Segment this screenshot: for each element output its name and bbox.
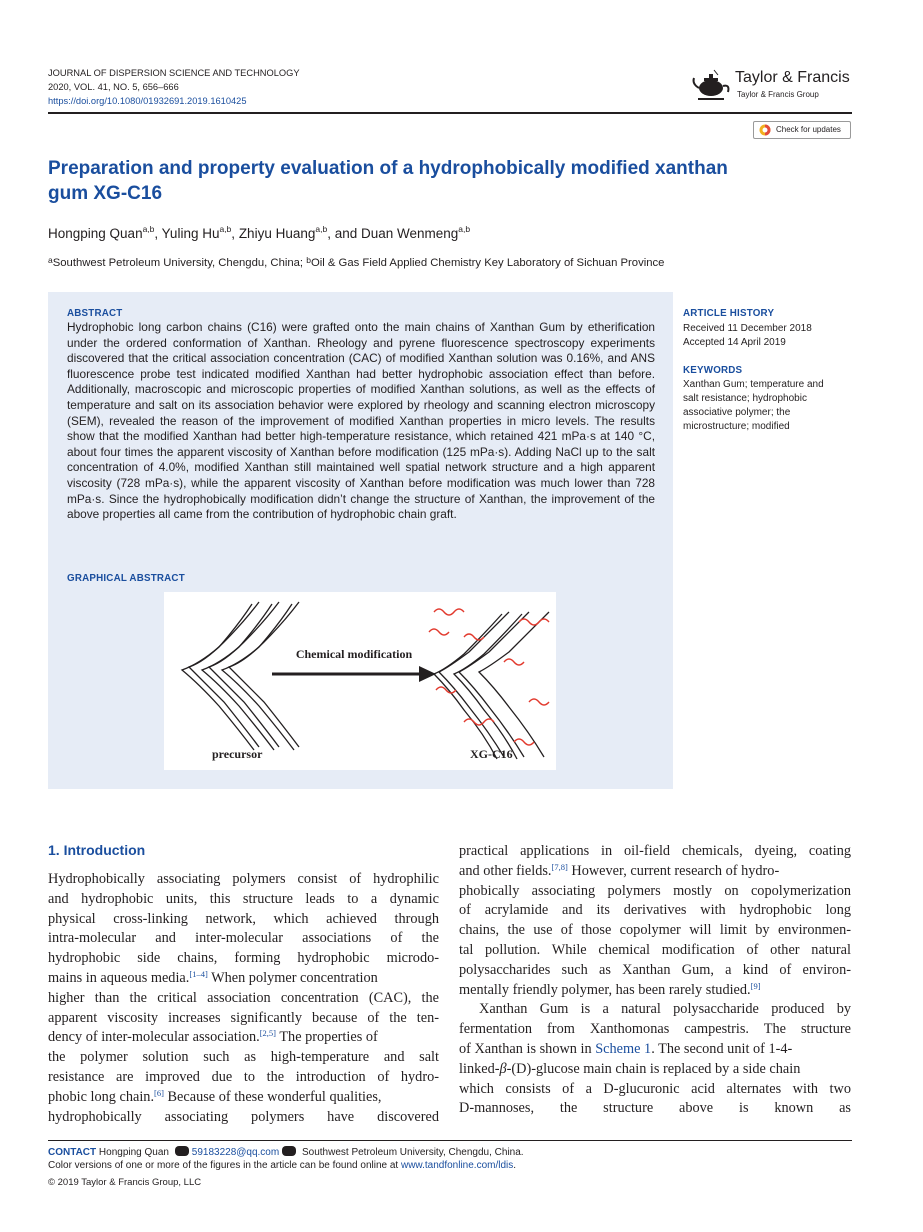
text-line: higher than the critical association concentration (CAC), the <box>48 989 439 1006</box>
text-line: chains, the use of those copolymer will limit by environmen- <box>459 922 851 939</box>
text-line: Hydrophobically associating polymers consist of hydrophilic <box>48 871 439 887</box>
text-line: hydrophobic side chains, forming hydrophobic microdo- <box>48 950 439 967</box>
doi-link[interactable]: https://doi.org/10.1080/01932691.2019.1610425 <box>48 96 247 106</box>
author-name[interactable]: Duan Wenmeng <box>360 226 459 241</box>
title-line-1: Preparation and property evaluation of a hydrophobically modified xanthan <box>48 158 728 179</box>
graphical-abstract-drawing <box>164 592 556 770</box>
footer-rule <box>48 1140 852 1141</box>
text-line: practical applications in oil-field chemicals, dyeing, coating <box>459 843 851 859</box>
author-affil-sup: a,b <box>458 224 471 234</box>
author-affil-sup: a,b <box>219 224 232 234</box>
text-span: mains in aqueous media. <box>48 969 190 986</box>
text-span: -(D)-glucose main chain is replaced by a side chain <box>506 1060 801 1077</box>
text-span: mentally friendly polymer, has been rarely studied. <box>459 981 751 998</box>
citation-link[interactable]: [6] <box>154 1087 164 1098</box>
affil-a-sup: a <box>48 255 53 265</box>
author-list <box>48 226 470 241</box>
text-line: Xanthan Gum is a natural polysaccharide produced by <box>479 1001 851 1018</box>
text-span: However, current research of hydro- <box>567 862 780 879</box>
text-line <box>48 1028 439 1048</box>
copyright: © 2019 Taylor & Francis Group, LLC <box>48 1177 202 1188</box>
text-line <box>48 969 439 989</box>
article-title <box>48 156 828 206</box>
abstract-text: Hydrophobic long carbon chains (C16) were grafted onto the main chains of Xanthan Gum by etherification under the ordered conformation of Xanthan. Rheology and pyrene fluorescence spectroscopy experiments discovered that the critical association concentration (CAC) of modified Xanthan solution was 0.16%, and ANS fluorescence probe test indicated modified Xanthan had better hydrophobic association effect than before. Additionally, macroscopic and microscopic properties of modified Xanthan solutions, as well as the effects of temperature and salt on its association behavior were explored by rheology and scanning electron microscopy (SEM), revealed the reason of the improvement of modified Xanthan properties in micro levels. The results show that the modified Xanthan had better high-temperature resistance, which retained 421 mPa·s at 140 °C, about four times the apparent viscosity of Xanthan before modification (125 mPa·s). Adding NaCl up to the salt concentration of 4.0%, modified Xanthan still maintained well spatial network structure and a high apparent viscosity (728 mPa·s), while the apparent viscosity of Xanthan before modification was much lower than 728 mPa·s. Since the hydrophobically modification didn’t change the structure of Xanthan, the improvement of the above properties all came from the contribution of hydrophobic chain graft. <box>67 320 655 522</box>
color-note-line <box>48 1159 524 1172</box>
text-line: hydrophobically associating polymers have discovered <box>48 1108 439 1125</box>
color-note: Color versions of one or more of the figures in the article can be found online at <box>48 1160 401 1172</box>
journal-volume: 2020, VOL. 41, NO. 5, 656–666 <box>48 82 179 92</box>
author-name[interactable]: Yuling Hu <box>161 226 220 241</box>
author-name[interactable]: Hongping Quan <box>48 226 143 241</box>
text-line: the polymer solution such as high-temperature and salt <box>48 1049 439 1066</box>
contact-info <box>48 1146 524 1172</box>
citation-link[interactable]: [9] <box>750 980 761 991</box>
precursor-helices <box>182 602 299 750</box>
intro-heading: 1. Introduction <box>48 842 146 858</box>
text-line: tal pollution. While chemical modification of other natural <box>459 941 851 958</box>
graphical-abstract-figure <box>164 592 556 770</box>
text-line: polysaccharides such as Xanthan Gum, a kind of environ- <box>459 961 851 978</box>
text-span: . The second unit of 1-4- <box>651 1040 793 1057</box>
text-line: D-mannoses, the structure above is known as <box>459 1100 851 1117</box>
affil-b: Oil & Gas Field Applied Chemistry Key Laboratory of Sichuan Province <box>310 257 665 269</box>
citation-link[interactable]: [1–4] <box>189 968 208 979</box>
author-sep: , <box>231 226 239 241</box>
accepted-date: Accepted 14 April 2019 <box>683 337 786 348</box>
title-line-2: gum XG-C16 <box>48 183 163 204</box>
text-line: apparent viscosity increases significantly because of the ten- <box>48 1009 439 1026</box>
text-line: phobically associating polymers mostly on copolymerization <box>459 882 851 899</box>
teapot-logo-icon <box>690 66 732 106</box>
publisher-sub: Taylor & Francis Group <box>737 90 819 99</box>
check-updates-label: Check for updates <box>776 125 841 134</box>
text-span: of Xanthan is shown in <box>459 1040 596 1057</box>
text-line <box>459 1040 851 1060</box>
email-link[interactable]: 59183228@qq.com <box>191 1147 280 1158</box>
intro-left-column <box>48 870 439 1127</box>
article-history <box>683 322 812 350</box>
email-icon <box>175 1146 189 1156</box>
citation-link[interactable]: [2,5] <box>259 1028 276 1039</box>
author-name[interactable]: Zhiyu Huang <box>238 226 316 241</box>
keywords-heading: KEYWORDS <box>683 365 743 376</box>
contact-address: Southwest Petroleum University, Chengdu, China. <box>299 1147 524 1158</box>
text-line <box>48 1088 439 1108</box>
contact-name: Hongping Quan <box>96 1147 172 1158</box>
text-span: Because of these wonderful qualities, <box>163 1088 382 1105</box>
xg-c16-label: XG-C16 <box>470 747 513 761</box>
text-line: and hydrophobic units, this structure leads to a dynamic <box>48 890 439 907</box>
scheme-link[interactable]: Scheme 1 <box>595 1040 652 1057</box>
text-line: intra-molecular and inter-molecular associations of the <box>48 930 439 947</box>
text-span: phobic long chain. <box>48 1088 155 1105</box>
arrow-label: Chemical modification <box>295 647 413 661</box>
check-for-updates-button[interactable] <box>753 121 851 139</box>
author-affil-sup: a,b <box>315 224 328 234</box>
text-span: linked- <box>459 1060 500 1077</box>
article-history-heading: ARTICLE HISTORY <box>683 308 775 319</box>
text-line <box>459 862 851 882</box>
affil-a: Southwest Petroleum University, Chengdu, China; <box>52 257 307 269</box>
text-line: resistance are improved due to the introduction of hydro- <box>48 1068 439 1085</box>
publisher-name: Taylor & Francis <box>735 69 850 86</box>
text-span: When polymer concentration <box>207 969 378 986</box>
author-sep: , <box>154 226 162 241</box>
journal-name: JOURNAL OF DISPERSION SCIENCE AND TECHNOLOGY <box>48 68 300 78</box>
text-span: and other fields. <box>459 862 552 879</box>
affiliations <box>48 257 664 269</box>
keywords-list: Xanthan Gum; temperature and salt resistance; hydrophobic associative polymer; the microstructure; modified <box>683 379 824 432</box>
text-line: which consists of a D-glucuronic acid alternates with two <box>459 1080 851 1097</box>
precursor-label: precursor <box>212 747 263 761</box>
text-line <box>459 981 851 1001</box>
text-line <box>459 1060 851 1080</box>
check-updates-icon <box>759 124 771 136</box>
graphical-abstract-heading: GRAPHICAL ABSTRACT <box>67 573 185 584</box>
text-line: fermentation from Xanthomonas campestris. The structure <box>459 1021 851 1038</box>
color-note-end: . <box>513 1160 517 1172</box>
abstract-heading: ABSTRACT <box>67 308 123 319</box>
modified-helices <box>434 612 549 759</box>
address-icon <box>282 1146 296 1156</box>
affil-b-sup: b <box>306 255 311 265</box>
received-date: Received 11 December 2018 <box>683 323 812 334</box>
text-span: The properties of <box>276 1029 378 1046</box>
intro-right-column <box>459 842 851 1119</box>
contact-label: CONTACT <box>48 1147 97 1158</box>
beta-symbol: β <box>499 1060 507 1077</box>
journal-header <box>48 66 300 108</box>
author-sep: , and <box>327 226 361 241</box>
author-affil-sup: a,b <box>142 224 155 234</box>
header-rule <box>48 112 852 114</box>
text-line: physical cross-linking network, which achieved through <box>48 910 439 927</box>
text-line: of acrylamide and its derivatives with hydrophobic long <box>459 902 851 919</box>
citation-link[interactable]: [7,8] <box>551 861 568 872</box>
text-span: dency of inter-molecular association. <box>48 1029 260 1046</box>
contact-line <box>48 1146 524 1159</box>
journal-url-link[interactable]: www.tandfonline.com/ldis <box>400 1160 514 1172</box>
